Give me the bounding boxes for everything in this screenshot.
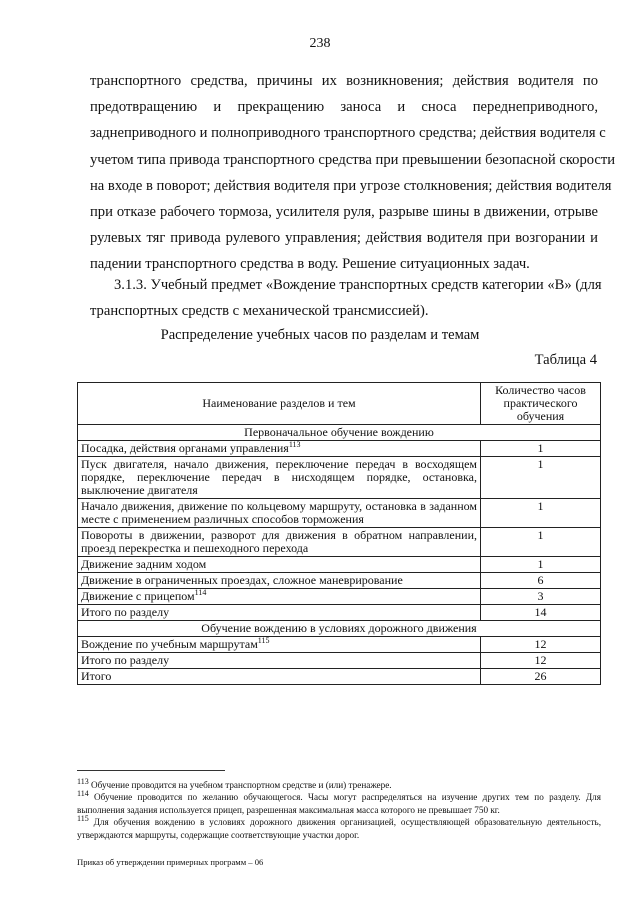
footnote-ref: 115 xyxy=(257,636,270,645)
hours-cell: 26 xyxy=(481,669,601,685)
section-title: Первоначальное обучение вождению xyxy=(78,425,601,441)
hours-cell: 14 xyxy=(481,605,601,621)
footnotes xyxy=(77,776,602,841)
header-hours-cell: Количество часов практического обучения xyxy=(481,383,601,425)
footnote: $^{114}$ Обучение проводится по желанию обучающегося. Часы могут распределяться на изучение других тем по разделу. Для выполнения задания используется прицеп, разрешенная максимальная масса которого не превышает 750 кг. xyxy=(77,789,601,815)
footnote-ref: 114 xyxy=(194,588,207,597)
document-footer: Приказ об утверждении примерных программ – 06 xyxy=(77,857,264,867)
table-label: Таблица 4 xyxy=(534,352,597,368)
footnote: $^{115}$ Для обучения вождению в условиях дорожного движения организацией, осуществляющей образовательную деятельность, утверждаются маршруты, содержащие соответствующие участки дорог. xyxy=(77,814,602,840)
section-row xyxy=(78,425,601,441)
section-row xyxy=(78,621,601,637)
hours-cell: 1 xyxy=(481,441,601,457)
footnote-number: 115 xyxy=(77,814,89,824)
hours-cell: 12 xyxy=(481,637,601,653)
subject-paragraph xyxy=(90,272,602,324)
table-header-row xyxy=(78,383,601,425)
table-heading: Распределение учебных часов по разделам и темам xyxy=(160,327,480,343)
hours-cell: 3 xyxy=(481,589,601,605)
text-line: на входе в поворот; действия водителя при угрозе столкновения; действия водителя xyxy=(90,177,612,194)
topic-cell: Повороты в движении, разворот для движения в обратном направлении, проезд перекрестка и пешеходного перехода xyxy=(78,528,481,557)
footnote-number: 114 xyxy=(77,789,89,799)
table-row xyxy=(78,528,601,557)
footnote-ref: 113 xyxy=(288,440,301,449)
table-row xyxy=(78,499,601,528)
hours-cell: 1 xyxy=(481,528,601,557)
body-paragraph xyxy=(90,68,616,278)
text-line: учетом типа привода транспортного средства при превышении безопасной скорости xyxy=(90,151,616,168)
topic-cell: Пуск двигателя, начало движения, переключение передач в восходящем порядке, переключение передач в нисходящем порядке, остановка, выключение двигателя xyxy=(78,457,481,499)
topic-cell: Вождение по учебным маршрутам$^{115}$ xyxy=(78,637,481,653)
text-line: заднеприводного и полноприводного транспортного средства; действия водителя с xyxy=(90,125,606,142)
header-name-cell: Наименование разделов и тем xyxy=(78,383,481,425)
hours-cell: 1 xyxy=(481,457,601,499)
hours-cell: 1 xyxy=(481,557,601,573)
topic-cell: Начало движения, движение по кольцевому маршруту, остановка в заданном месте с применением различных способов торможения xyxy=(78,499,481,528)
text-line: рулевых тяг привода рулевого управления; действия водителя при возгорании и xyxy=(90,230,598,247)
topic-cell: Движение в ограниченных проездах, сложное маневрирование xyxy=(78,573,481,589)
text-line: транспортного средства, причины их возникновения; действия водителя по xyxy=(90,73,598,89)
text-line: предотвращению и прекращению заноса и сноса переднеприводного, xyxy=(90,99,598,116)
total-cell: Итого xyxy=(78,669,481,685)
footnote-divider xyxy=(77,770,225,771)
subtotal-cell: Итого по разделу xyxy=(78,653,481,669)
hours-cell: 6 xyxy=(481,573,601,589)
topic-cell: Посадка, действия органами управления$^{113}$ xyxy=(78,441,481,457)
hours-cell: 1 xyxy=(481,499,601,528)
hours-table xyxy=(77,382,601,685)
table-row xyxy=(78,557,601,573)
table-row xyxy=(78,637,601,653)
text-line: 3.1.3. Учебный предмет «Вождение транспортных средств категории «B» (для xyxy=(114,277,602,293)
topic-cell: Движение с прицепом$^{114}$ xyxy=(78,589,481,605)
table-row xyxy=(78,653,601,669)
footnote-number: 113 xyxy=(77,776,89,786)
table-row xyxy=(78,605,601,621)
text-line: при отказе рабочего тормоза, усилителя руля, разрыве шины в движении, отрыве xyxy=(90,204,598,221)
subtotal-cell: Итого по разделу xyxy=(78,605,481,621)
hours-cell: 12 xyxy=(481,653,601,669)
table-row xyxy=(78,669,601,685)
page-number: 238 xyxy=(309,36,331,51)
footnote: $^{113}$ Обучение проводится на учебном транспортном средстве и (или) тренажере. xyxy=(77,776,392,790)
topic-cell: Движение задним ходом xyxy=(78,557,481,573)
table-row xyxy=(78,457,601,499)
table-row xyxy=(78,441,601,457)
table-row xyxy=(78,573,601,589)
section-title: Обучение вождению в условиях дорожного движения xyxy=(78,621,601,637)
text-line: транспортных средств с механической трансмиссией). xyxy=(90,303,429,320)
table-row xyxy=(78,589,601,605)
text-line: падении транспортного средства в воду. Решение ситуационных задач. xyxy=(90,256,530,273)
